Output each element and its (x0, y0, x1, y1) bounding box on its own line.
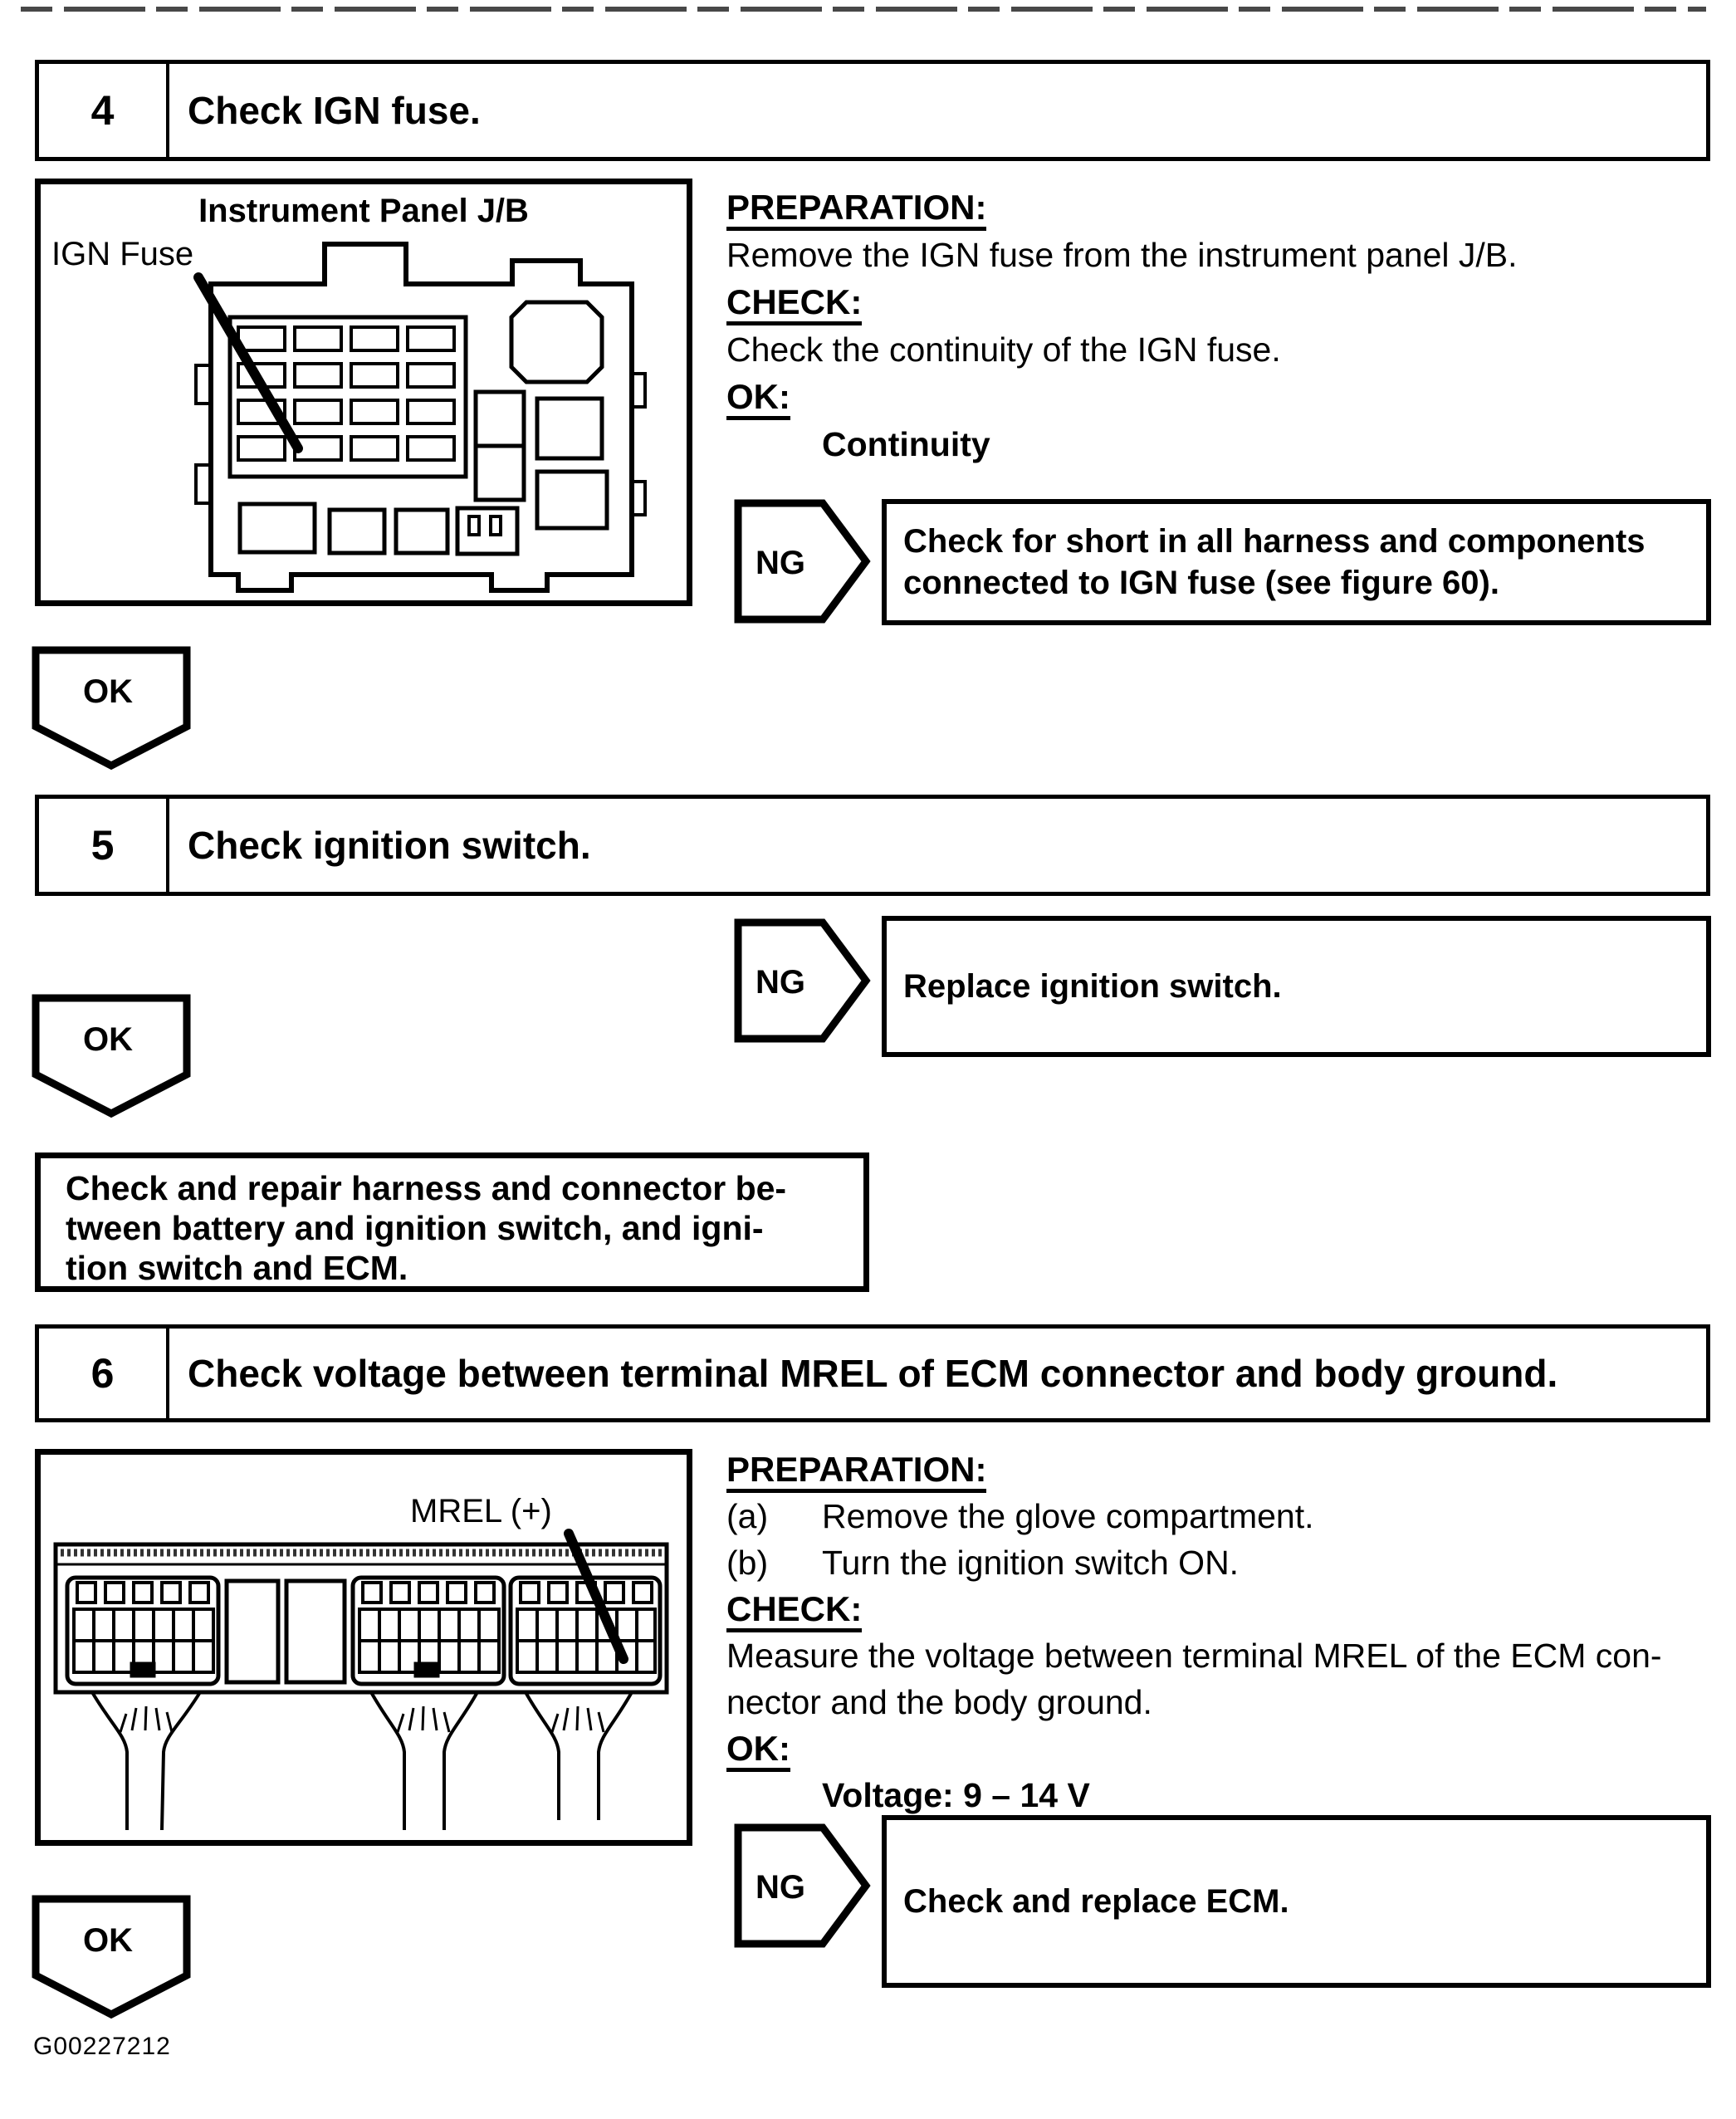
preparation-step-a: (a) Remove the glove compartment. (726, 1497, 1314, 1536)
figure-id: G00227212 (33, 2033, 171, 2060)
ok-arrow-label: OK (83, 673, 133, 710)
preparation-step-b: (b) Turn the ignition switch ON. (726, 1544, 1240, 1583)
result-line: tion switch and ECM. (66, 1249, 408, 1287)
mrel-callout: MREL (+) (410, 1493, 552, 1529)
ok-arrow (32, 646, 191, 771)
ng-arrow-label: NG (756, 964, 805, 1001)
ok-arrow (32, 1895, 191, 2019)
preparation-label: PREPARATION: (726, 1446, 1662, 1493)
step4-header (35, 60, 1710, 161)
check-label: CHECK: (726, 279, 1518, 326)
ok-spec-value: Continuity (822, 425, 990, 463)
step4-number: 4 (39, 64, 169, 157)
ng-arrow (734, 1823, 871, 1948)
ok-arrow (32, 994, 191, 1118)
preparation-label: PREPARATION: (726, 184, 1518, 232)
instrument-panel-jb-drawing (41, 184, 687, 600)
result-line: Check and repair harness and connector be- (66, 1169, 787, 1207)
junction-block-outline (196, 244, 645, 590)
ng-action-line: Replace ignition switch. (903, 968, 1282, 1005)
step6-title: Check voltage between terminal MREL of ECM connector and body ground. (188, 1352, 1558, 1395)
ok-arrow-label: OK (83, 1021, 133, 1058)
connector-assembly (56, 1544, 667, 1692)
ign-fuse-callout: IGN Fuse (51, 236, 194, 272)
step4-title: Check IGN fuse. (188, 89, 481, 132)
figure1-title: Instrument Panel J/B (198, 193, 529, 229)
ng-arrow-label: NG (756, 545, 805, 581)
result-line: tween battery and ignition switch, and igni- (66, 1209, 764, 1247)
ok-arrow-label: OK (83, 1922, 133, 1959)
step5-header (35, 795, 1710, 896)
ng-action-line: Check and replace ECM. (903, 1883, 1289, 1920)
check-label: CHECK: (726, 1586, 1662, 1632)
step6-instructions (726, 1446, 1662, 1818)
ok-spec-value: Voltage: 9 – 14 V (822, 1776, 1090, 1815)
repair-harness-result-box (35, 1152, 869, 1292)
preparation-body: Remove the IGN fuse from the instrument panel J/B. (726, 236, 1518, 274)
ng-action-line: Check for short in all harness and components (903, 523, 1646, 560)
step5-title: Check ignition switch. (188, 824, 591, 867)
ok-label: OK: (726, 1725, 1662, 1772)
figure-ecm-connector (35, 1449, 692, 1846)
check-body-line: nector and the body ground. (726, 1683, 1152, 1722)
check-body-line: Measure the voltage between terminal MREL of the ECM con- (726, 1637, 1662, 1676)
figure-instrument-panel-jb (35, 179, 692, 606)
ecm-connector-drawing (41, 1455, 687, 1840)
step4-instructions (726, 184, 1518, 468)
step6-number: 6 (39, 1329, 169, 1418)
ok-label: OK: (726, 374, 1518, 421)
step5-number: 5 (39, 799, 169, 892)
scan-artifact-line (21, 7, 1706, 12)
ng-arrow (734, 499, 871, 624)
ng-action-line: connected to IGN fuse (see figure 60). (903, 565, 1499, 601)
check-body: Check the continuity of the IGN fuse. (726, 330, 1281, 369)
ng-arrow (734, 918, 871, 1043)
step6-ng-action-box (882, 1815, 1711, 1988)
wire-harness-bundles (92, 1692, 632, 1830)
step4-ng-action-box (882, 499, 1711, 625)
step5-ng-action-box (882, 916, 1711, 1057)
step6-header (35, 1324, 1710, 1422)
ng-arrow-label: NG (756, 1869, 805, 1906)
